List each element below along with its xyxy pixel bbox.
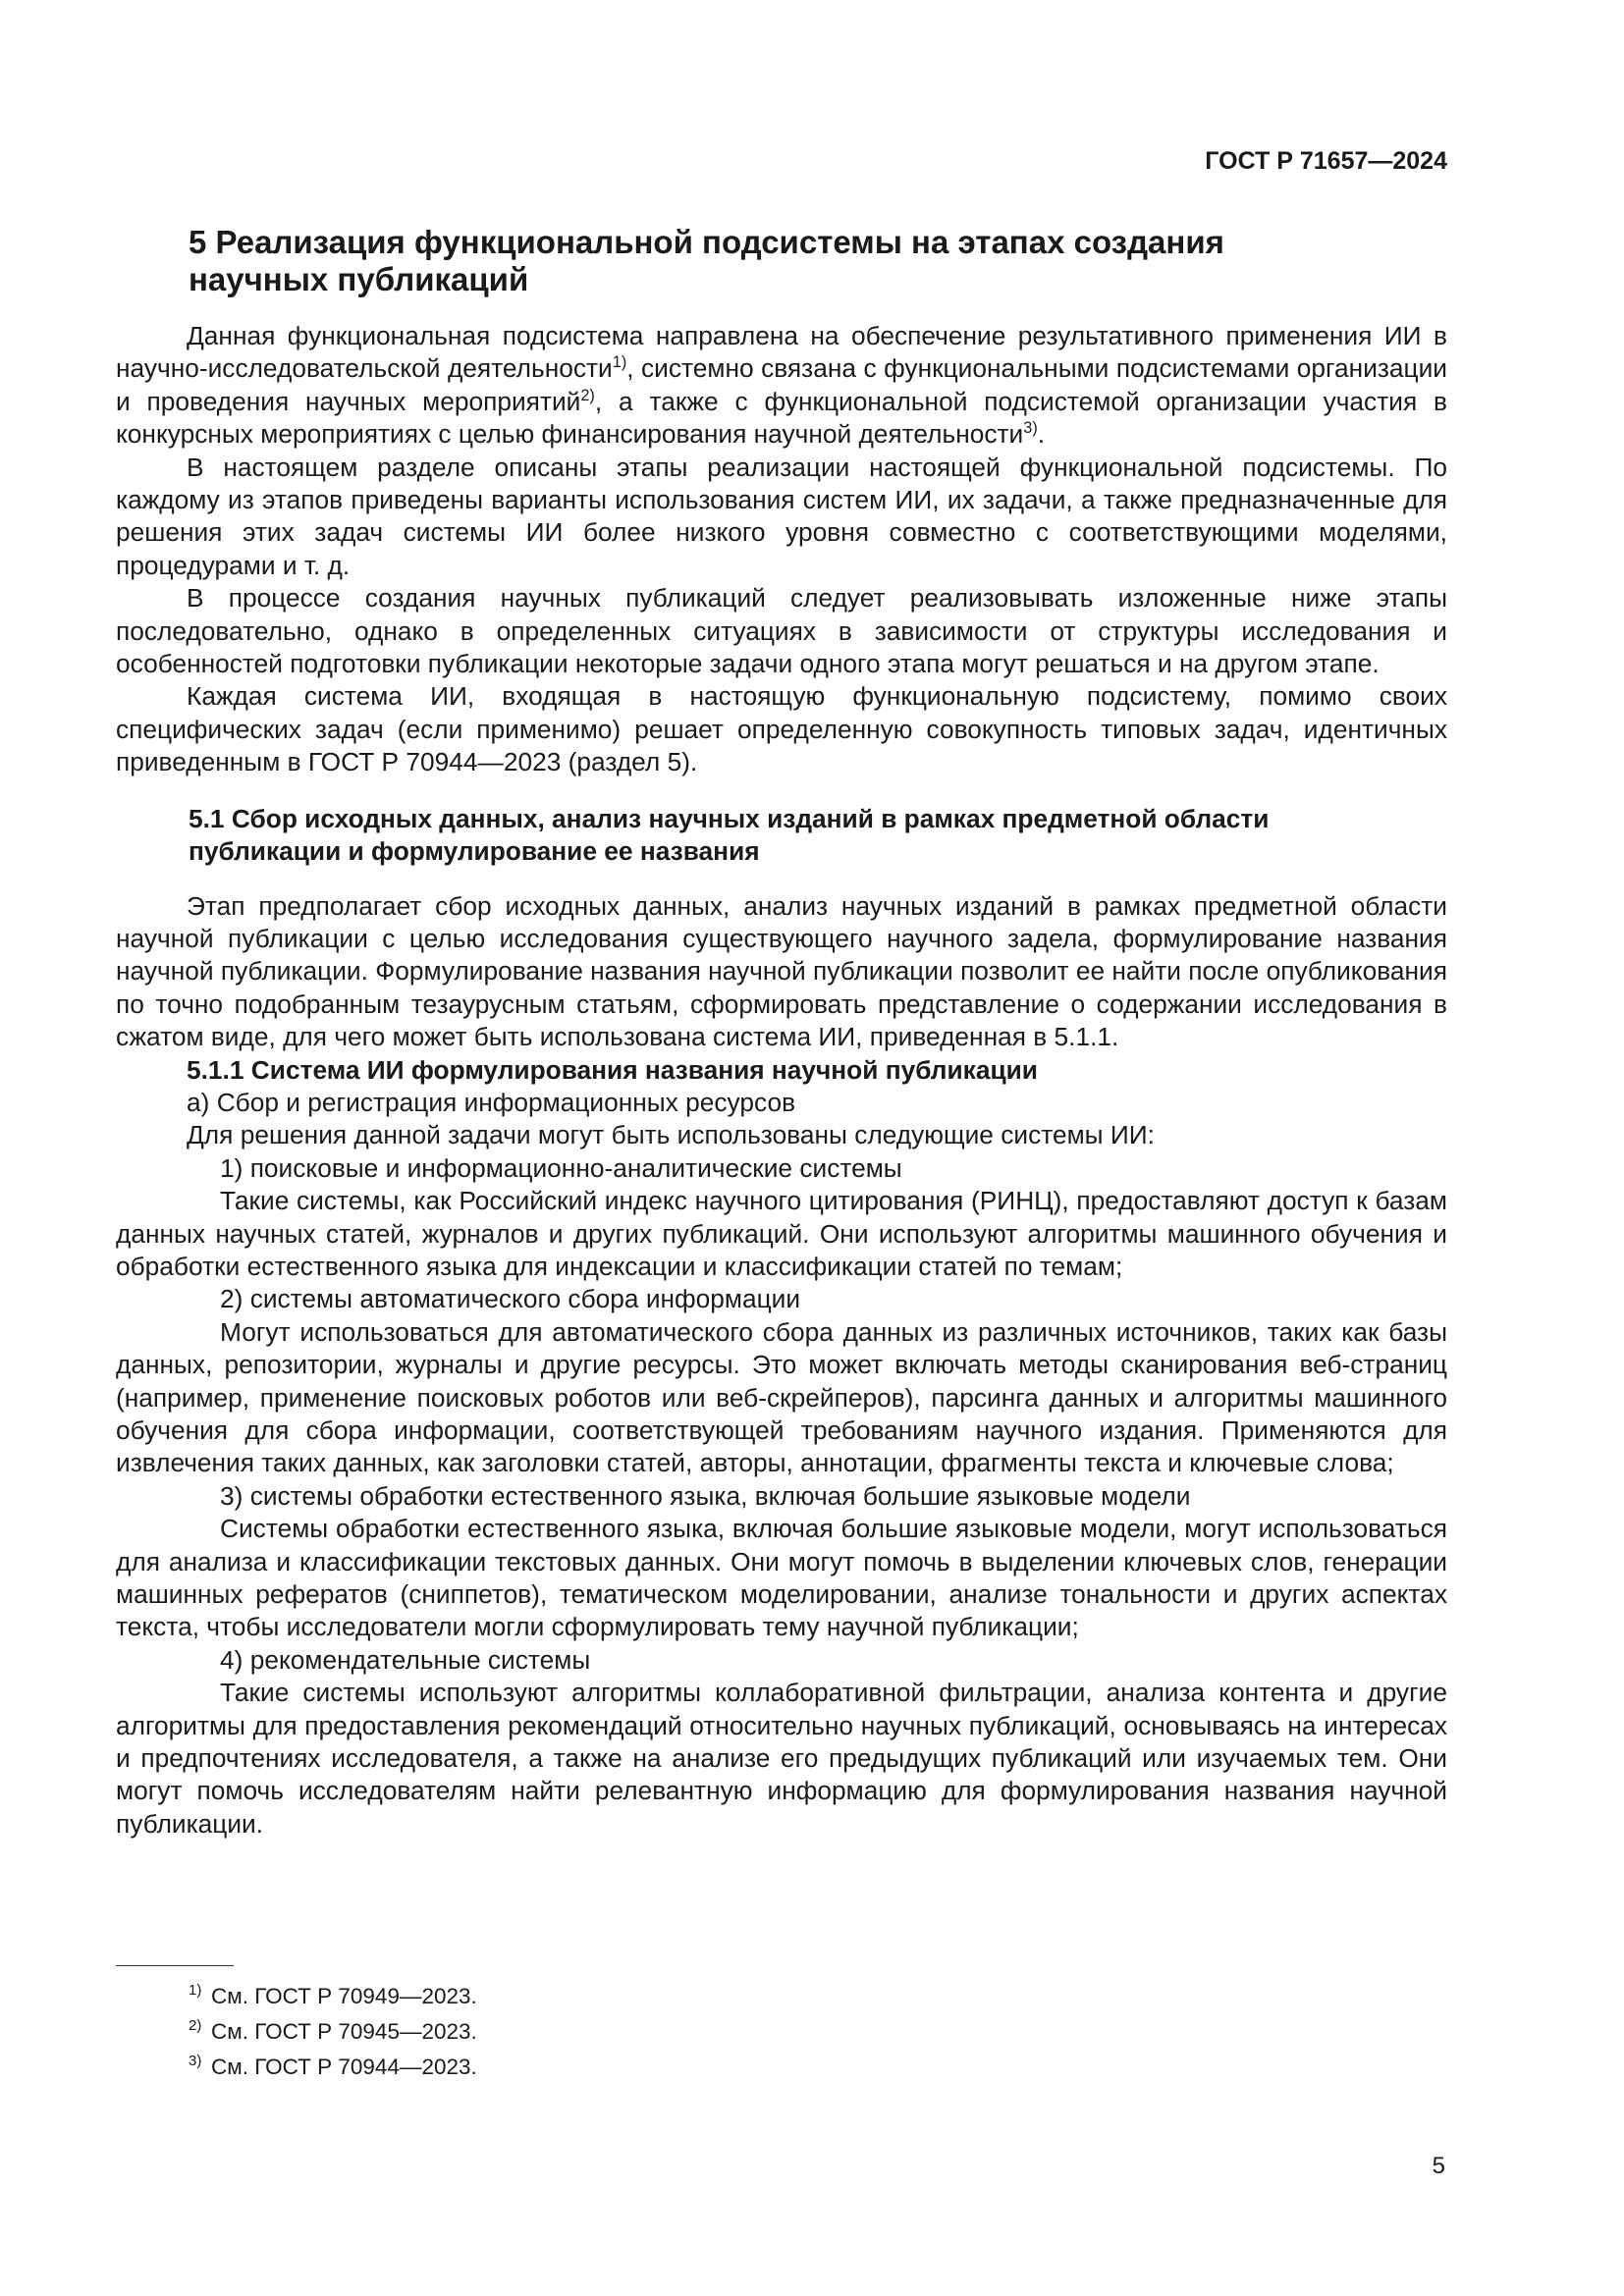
list-item-3: 3) системы обработки естественного языка, включая большие языковые модели (220, 1480, 1191, 1511)
list-item-2-text: Могут использоваться для автоматического сбора данных из различных источников, таких как базы данных, репозитории, журналы и другие ресурсы. Это может включать методы сканирования веб-страниц (например, применение поисковых роботов или веб-скрейперов), парсинга данных и алгоритмы машинного обучения для сбора информации, соответствующей требованиям научного издания. Применяются для извлечения таких данных, как заголовки статей, авторы, аннотации, фрагменты текста и ключевые слова; (116, 1316, 1447, 1478)
footnotes (116, 1965, 1000, 2088)
list-item-a: а) Сбор и регистрация информационных ресурсов (187, 1087, 796, 1117)
page-content (116, 224, 1447, 1841)
section-title-line1: 5 Реализация функциональной подсистемы на этапах создания (189, 224, 1224, 260)
footnote-text: См. ГОСТ Р 70949—2023. (211, 1984, 477, 2008)
paragraph-text: . (1037, 419, 1046, 450)
list-item-4: 4) рекомендательные системы (220, 1644, 591, 1675)
page-number: 5 (1432, 2153, 1445, 2179)
footnote-divider (116, 1965, 234, 1966)
paragraph-text: , системно связана с функциональными подсистемами организации и проведения научных мероприятий (116, 353, 1448, 416)
paragraph-text: , а также с функциональной подсистемой организации участия в конкурсных мероприятиях с целью финансирования научной деятельности (116, 386, 1448, 450)
list-item-1-text: Такие системы, как Российский индекс научного цитирования (РИНЦ), предоставляют доступ к базам данных научных статей, журналов и других публикаций. Они используют алгоритмы машинного обучения и обработки естественного языка для индексации и классификации статей по темам; (116, 1186, 1447, 1281)
section-paragraph-3: В процессе создания научных публикаций следует реализовывать изложенные ниже этапы последовательно, однако в определенных ситуациях в зависимости от структуры исследования и особенностей подготовки публикации некоторые задачи одного этапа могут решаться и на другом этапе. (116, 583, 1447, 679)
section-paragraph-1 (116, 320, 1447, 452)
footnote-2 (116, 2017, 1000, 2053)
footnote-ref-1: 1) (612, 353, 627, 372)
footnote-text: См. ГОСТ Р 70945—2023. (211, 2019, 477, 2044)
footnote-1 (116, 1982, 1000, 2017)
subsection-title (189, 803, 1447, 869)
list-item-3-text: Системы обработки естественного языка, включая большие языковые модели, могут использоваться для анализа и классификации текстовых данных. Они могут помочь в выделении ключевых слов, генерации машинных рефератов (сниппетов), тематическом моделировании, анализе тональности и других аспектах текста, чтобы исследователи могли сформулировать тему научной публикации; (116, 1514, 1447, 1642)
footnote-text: См. ГОСТ Р 70944—2023. (211, 2055, 477, 2079)
footnote-mark: 2) (189, 2017, 202, 2034)
subsection-title-line1: 5.1 Сбор исходных данных, анализ научных изданий в рамках предметной области (189, 803, 1270, 833)
section-paragraph-4: Каждая система ИИ, входящая в настоящую функциональную подсистему, помимо своих специфических задач (если применимо) решает определенную совокупность типовых задач, идентичных приведенным в ГОСТ Р 70944—2023 (раздел 5). (116, 681, 1447, 777)
footnote-ref-2: 2) (580, 387, 595, 405)
subsection-paragraph: Этап предполагает сбор исходных данных, анализ научных изданий в рамках предметной области научной публикации с целью исследования существующего научного задела, формулирование названия научной публикации. Формулирование названия научной публикации позволит ее найти после опубликования по точно подобранным тезаурусным статьям, сформировать представление о содержании исследования в сжатом виде, для чего может быть использована система ИИ, приведенная в 5.1.1. (116, 890, 1447, 1052)
footnote-ref-3: 3) (1023, 419, 1038, 438)
list-item-4-text: Такие системы используют алгоритмы коллаборативной фильтрации, анализа контента и другие алгоритмы для предоставления рекомендаций относительно научных публикаций, основываясь на интересах и предпочтениях исследователя, а также на анализе его предыдущих публикаций или изучаемых тем. Они могут помочь исследователям найти релевантную информацию для формулирования названия научной публикации. (116, 1678, 1447, 1839)
section-title (189, 224, 1447, 298)
list-item-2: 2) системы автоматического сбора информации (220, 1284, 801, 1314)
list-intro: Для решения данной задачи могут быть использованы следующие системы ИИ: (187, 1120, 1155, 1150)
standard-designation: ГОСТ Р 71657—2024 (1205, 147, 1447, 175)
footnote-mark: 3) (189, 2053, 202, 2069)
footnote-mark: 1) (189, 1982, 202, 1999)
section-title-line2: научных публикаций (189, 261, 529, 297)
paragraph-text: Данная функциональная подсистема направлена на обеспечение результативного применения ИИ в научно-исследовательской деятельности (116, 321, 1447, 384)
clause-title: 5.1.1 Система ИИ формулирования названия научной публикации (187, 1054, 1038, 1085)
list-item-1: 1) поисковые и информационно-аналитические системы (220, 1152, 902, 1183)
footnote-3 (116, 2053, 1000, 2088)
section-paragraph-2: В настоящем разделе описаны этапы реализации настоящей функциональной подсистемы. По каждому из этапов приведены варианты использования систем ИИ, их задачи, а также предназначенные для решения этих задач системы ИИ более низкого уровня совместно с соответствующими моделями, процедурами и т. д. (116, 452, 1447, 580)
subsection-title-line2: публикации и формулирование ее названия (189, 836, 760, 867)
